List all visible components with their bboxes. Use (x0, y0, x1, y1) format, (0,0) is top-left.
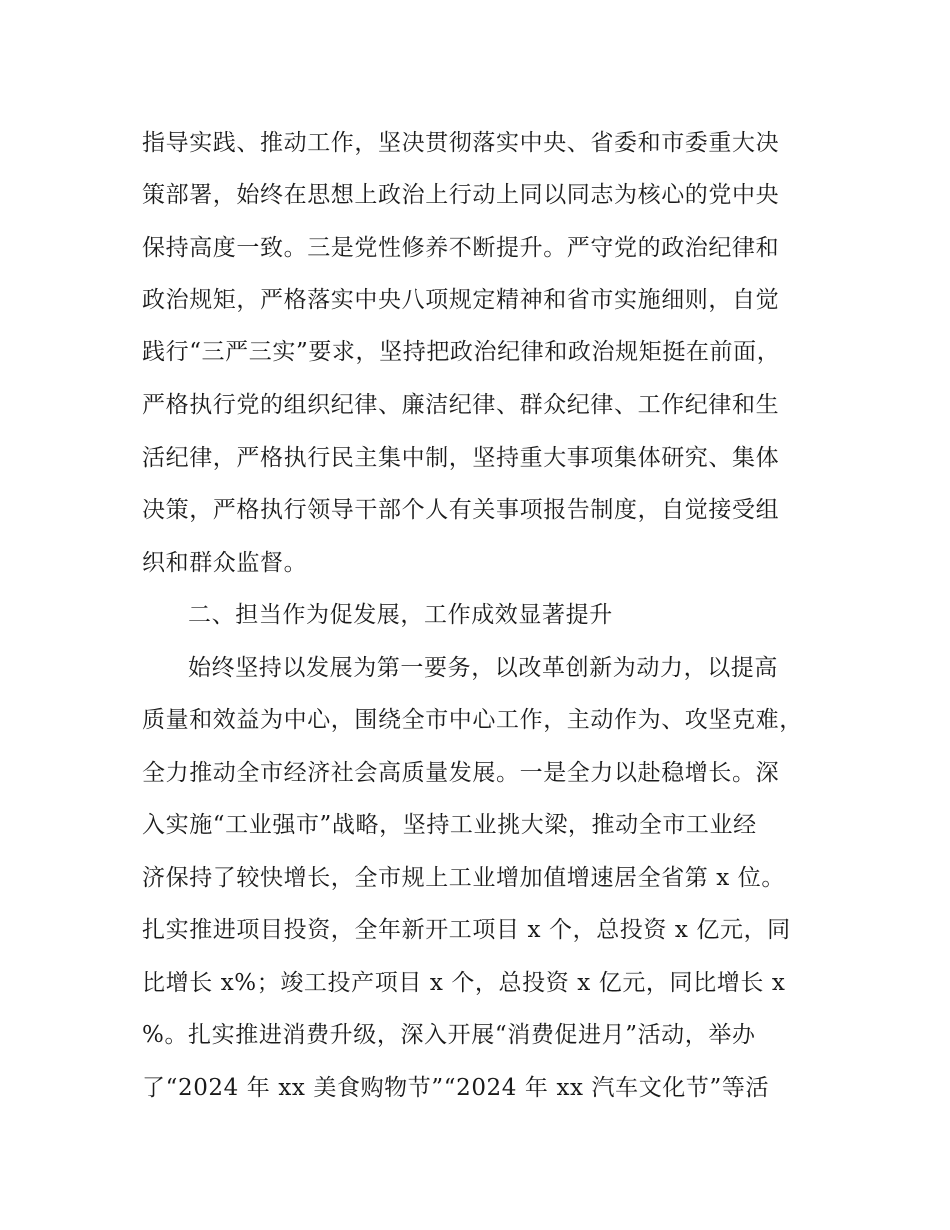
paragraph-line: 严格执行党的组织纪律、廉洁纪律、群众纪律、工作纪律和生 (142, 392, 780, 418)
paragraph-line: 始终坚持以发展为第一要务，以改革创新为动力，以提高 (188, 655, 778, 681)
paragraph-line: 织和群众监督。 (142, 550, 308, 576)
paragraph-line: 质量和效益为中心，围绕全市中心工作，主动作为、攻坚克难， (142, 707, 803, 733)
paragraph-line: 济保持了较快增长，全市规上工业增加值增速居全省第 x 位。 (142, 865, 785, 891)
paragraph-line: 比增长 x%；竣工投产项目 x 个，总投资 x 亿元，同比增长 x (142, 970, 786, 996)
paragraph-line: 扎实推进项目投资，全年新开工项目 x 个，总投资 x 亿元，同 (142, 917, 791, 943)
paragraph-line: 活纪律，严格执行民主集中制，坚持重大事项集体研究、集体 (142, 445, 780, 471)
paragraph-line: 指导实践、推动工作，坚决贯彻落实中央、省委和市委重大决 (142, 130, 780, 156)
paragraph-line: 决策，严格执行领导干部个人有关事项报告制度，自觉接受组 (142, 497, 780, 523)
paragraph-line: 践行“三严三实”要求，坚持把政治纪律和政治规矩挺在前面， (142, 339, 781, 365)
paragraph-line: 政治规矩，严格落实中央八项规定精神和省市实施细则，自觉 (142, 287, 780, 313)
section-heading: 二、担当作为促发展，工作成效显著提升 (188, 602, 613, 628)
paragraph-line: 入实施“工业强市”战略，坚持工业挑大梁，推动全市工业经 (142, 812, 757, 838)
paragraph-line: 全力推动全市经济社会高质量发展。一是全力以赴稳增长。深 (142, 760, 780, 786)
paragraph-line: %。扎实推进消费升级，深入开展“消费促进月”活动，举办 (142, 1022, 756, 1048)
paragraph-line: 了“2024 年 xx 美食购物节”“2024 年 xx 汽车文化节”等活 (142, 1075, 770, 1101)
paragraph-line: 保持高度一致。三是党性修养不断提升。严守党的政治纪律和 (142, 235, 780, 261)
paragraph-line: 策部署，始终在思想上政治上行动上同以同志为核心的党中央 (142, 182, 780, 208)
